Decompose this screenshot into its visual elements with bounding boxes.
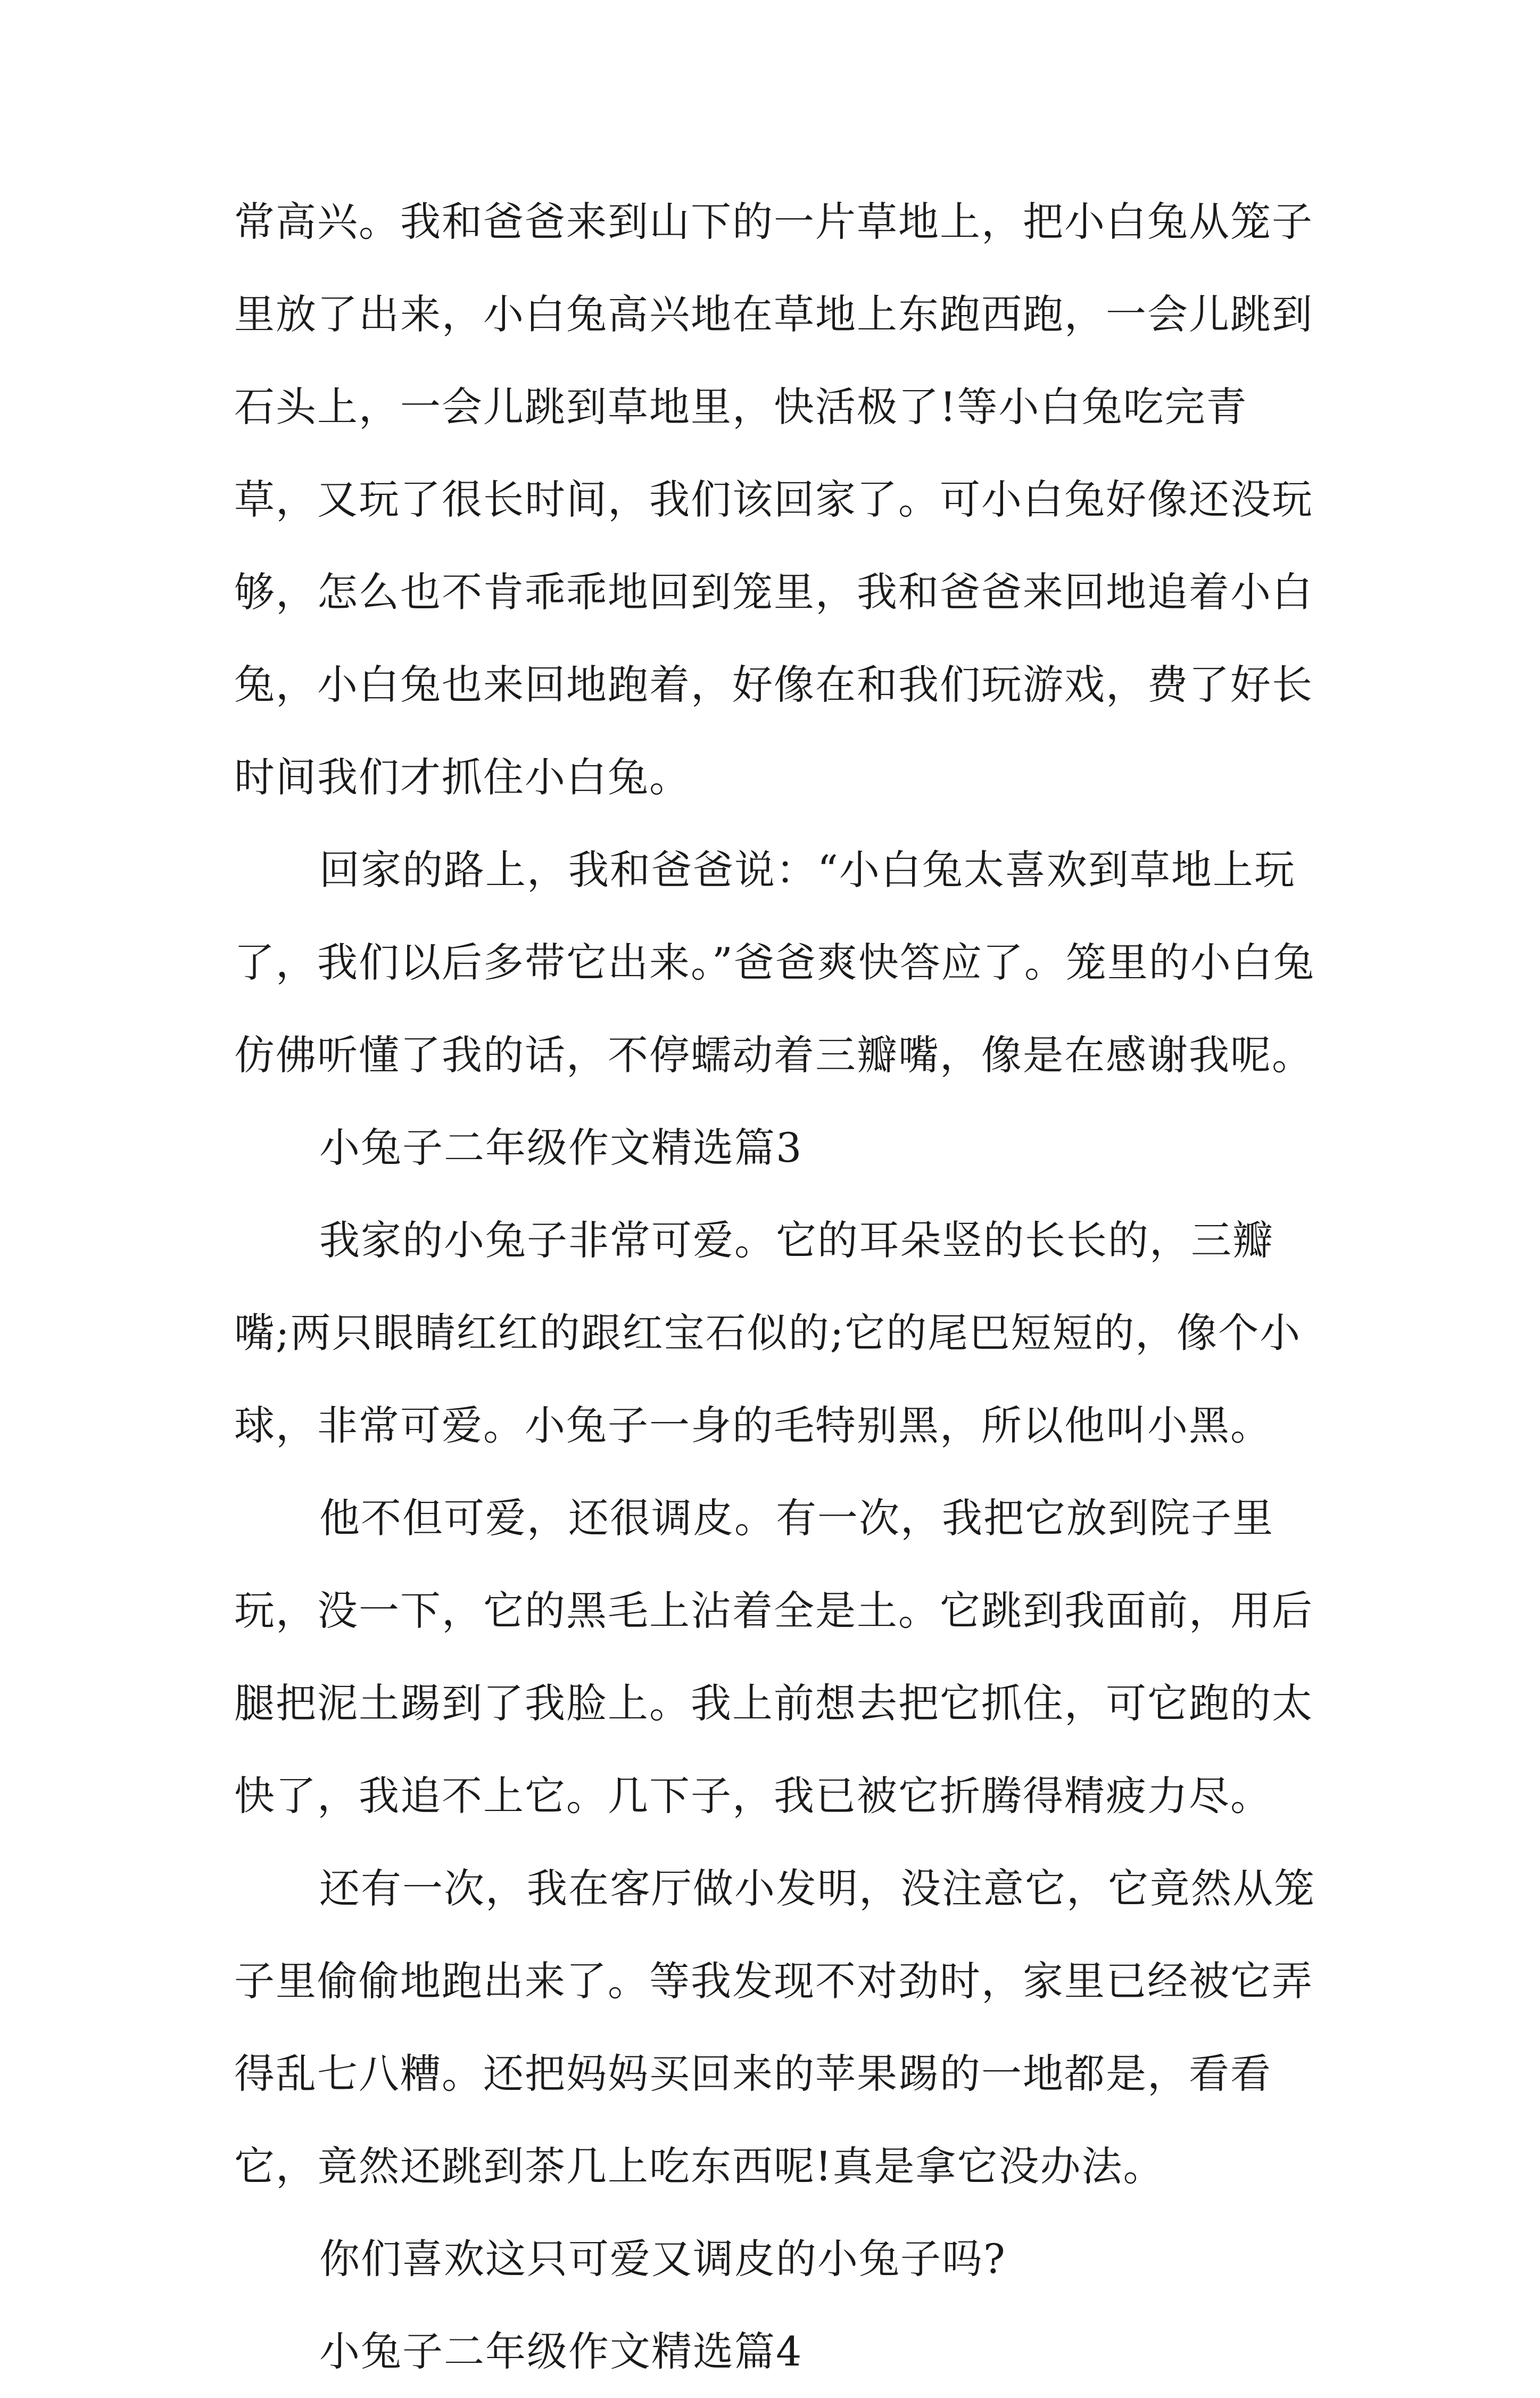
paragraph-rabbit-description: 我家的小兔子非常可爱。它的耳朵竖的长长的，三瓣嘴;两只眼睛红红的跟红宝石似的;它的尾巴短短的，像个小球，非常可爱。小兔子一身的毛特别黑，所以他叫小黑。 bbox=[234, 1217, 1302, 1449]
paragraph-question: 你们喜欢这只可爱又调皮的小兔子吗? bbox=[319, 2235, 1006, 2283]
section-heading-3: 小兔子二年级作文精选篇3 bbox=[319, 1124, 803, 1171]
paragraph-way-home: 回家的路上，我和爸爸说：“小白兔太喜欢到草地上玩了，我们以后多带它出来。”爸爸爽快答应了。笼里的小白兔仿佛听懂了我的话，不停蠕动着三瓣嘴，像是在感谢我呢。 bbox=[234, 846, 1315, 1079]
paragraph-naughty-yard: 他不但可爱，还很调皮。有一次，我把它放到院子里玩，没一下，它的黑毛上沾着全是土。它跳到我面前，用后腿把泥土踢到了我脸上。我上前想去把它抓住，可它跑的太快了，我追不上它。几下子，我已被它折腾得精疲力尽。 bbox=[234, 1494, 1313, 1820]
document-body bbox=[234, 176, 1320, 2398]
paragraph-continuation: 常高兴。我和爸爸来到山下的一片草地上，把小白兔从笼子里放了出来，小白兔高兴地在草地上东跑西跑，一会儿跳到石头上，一会儿跳到草地里，快活极了!等小白兔吃完青草，又玩了很长时间，我们该回家了。可小白兔好像还没玩够，怎么也不肯乖乖地回到笼里，我和爸爸来回地追着小白兔，小白兔也来回地跑着，好像在和我们玩游戏，费了好长时间我们才抓住小白兔。 bbox=[234, 198, 1313, 801]
paragraph-living-room: 还有一次，我在客厅做小发明，没注意它，它竟然从笼子里偷偷地跑出来了。等我发现不对劲时，家里已经被它弄得乱七八糟。还把妈妈买回来的苹果踢的一地都是，看看它，竟然还跳到茶几上吃东西呢!真是拿它没办法。 bbox=[234, 1865, 1315, 2190]
section-heading-4: 小兔子二年级作文精选篇4 bbox=[319, 2328, 803, 2375]
